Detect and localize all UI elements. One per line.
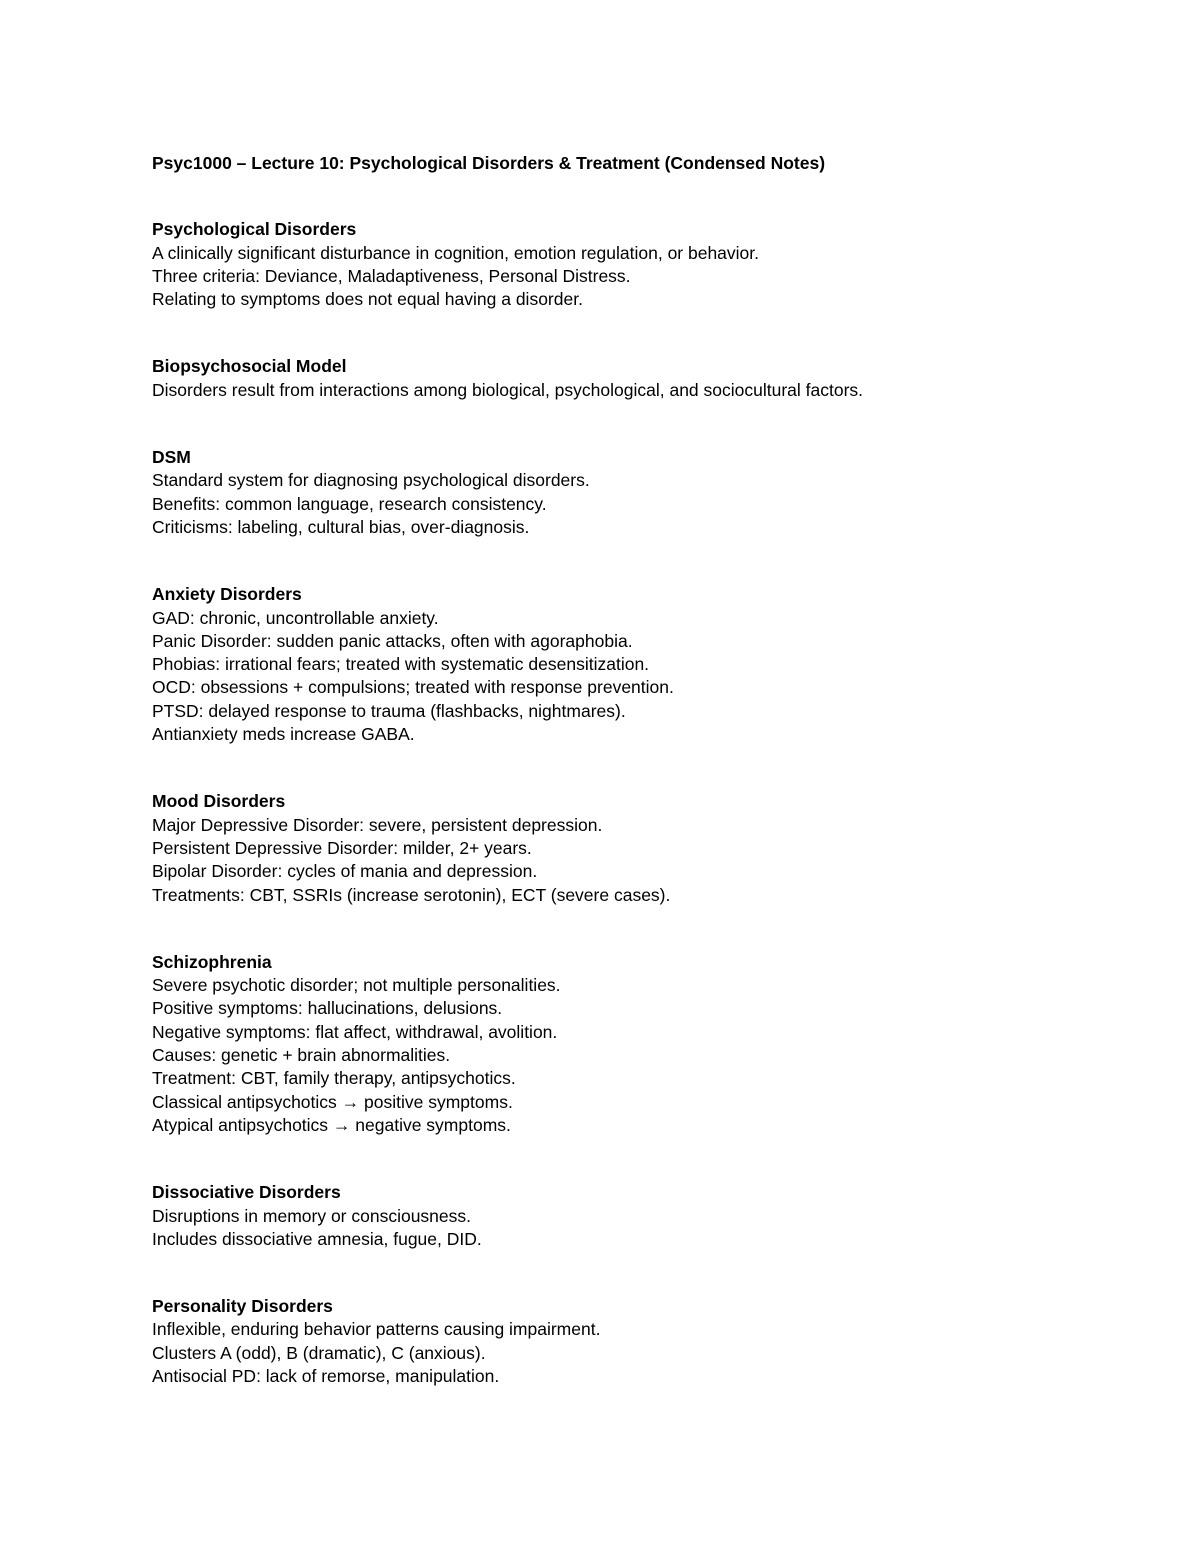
section-psychological-disorders [152, 218, 1112, 311]
document-page [152, 152, 1112, 1388]
section-line: Disruptions in memory or consciousness. [152, 1205, 472, 1226]
section-line: Treatment: CBT, family therapy, antipsychotics. [152, 1068, 516, 1089]
section-line: Severe psychotic disorder; not multiple personalities. [152, 975, 561, 996]
section-line: Bipolar Disorder: cycles of mania and depression. [152, 861, 538, 882]
section-biopsychosocial-model [152, 355, 1112, 402]
section-line: A clinically significant disturbance in cognition, emotion regulation, or behavior. [152, 242, 760, 263]
section-line: Antianxiety meds increase GABA. [152, 724, 415, 745]
section-line: Causes: genetic + brain abnormalities. [152, 1045, 451, 1066]
section-dissociative-disorders [152, 1181, 1112, 1251]
section-dsm [152, 446, 1112, 539]
section-line: Major Depressive Disorder: severe, persistent depression. [152, 814, 603, 835]
section-line: Includes dissociative amnesia, fugue, DID. [152, 1228, 482, 1249]
section-line: PTSD: delayed response to trauma (flashbacks, nightmares). [152, 700, 626, 721]
section-line: Disorders result from interactions among biological, psychological, and sociocultural factors. [152, 379, 864, 400]
document-title: Psyc1000 – Lecture 10: Psychological Disorders & Treatment (Condensed Notes) [152, 153, 826, 173]
section-heading: Dissociative Disorders [152, 1182, 341, 1203]
section-line: Treatments: CBT, SSRIs (increase serotonin), ECT (severe cases). [152, 884, 671, 905]
section-line: Criticisms: labeling, cultural bias, over-diagnosis. [152, 516, 530, 537]
section-personality-disorders [152, 1295, 1112, 1388]
section-heading: Schizophrenia [152, 951, 272, 972]
section-line: Positive symptoms: hallucinations, delusions. [152, 998, 503, 1019]
section-line: Three criteria: Deviance, Maladaptiveness, Personal Distress. [152, 265, 631, 286]
section-heading: Anxiety Disorders [152, 584, 302, 605]
section-line: Benefits: common language, research consistency. [152, 493, 547, 514]
section-line: Negative symptoms: flat affect, withdrawal, avolition. [152, 1021, 558, 1042]
section-heading: DSM [152, 447, 191, 468]
section-line: Atypical antipsychotics → negative symptoms. [152, 1114, 511, 1135]
section-line: Standard system for diagnosing psychological disorders. [152, 470, 590, 491]
section-line: Persistent Depressive Disorder: milder, 2+ years. [152, 837, 532, 858]
section-schizophrenia [152, 951, 1112, 1137]
section-line: Inflexible, enduring behavior patterns causing impairment. [152, 1319, 601, 1340]
section-line: Classical antipsychotics → positive symptoms. [152, 1091, 513, 1112]
section-line: Clusters A (odd), B (dramatic), C (anxious). [152, 1342, 486, 1363]
section-heading: Personality Disorders [152, 1296, 333, 1317]
section-heading: Biopsychosocial Model [152, 356, 347, 377]
section-heading: Mood Disorders [152, 791, 286, 812]
section-line: Relating to symptoms does not equal having a disorder. [152, 289, 583, 310]
section-mood-disorders [152, 790, 1112, 906]
section-line: OCD: obsessions + compulsions; treated with response prevention. [152, 677, 674, 698]
section-line: GAD: chronic, uncontrollable anxiety. [152, 607, 439, 628]
section-heading: Psychological Disorders [152, 219, 357, 240]
section-anxiety-disorders [152, 583, 1112, 746]
section-line: Phobias: irrational fears; treated with systematic desensitization. [152, 654, 650, 675]
section-line: Antisocial PD: lack of remorse, manipulation. [152, 1365, 500, 1386]
section-line: Panic Disorder: sudden panic attacks, often with agoraphobia. [152, 630, 633, 651]
